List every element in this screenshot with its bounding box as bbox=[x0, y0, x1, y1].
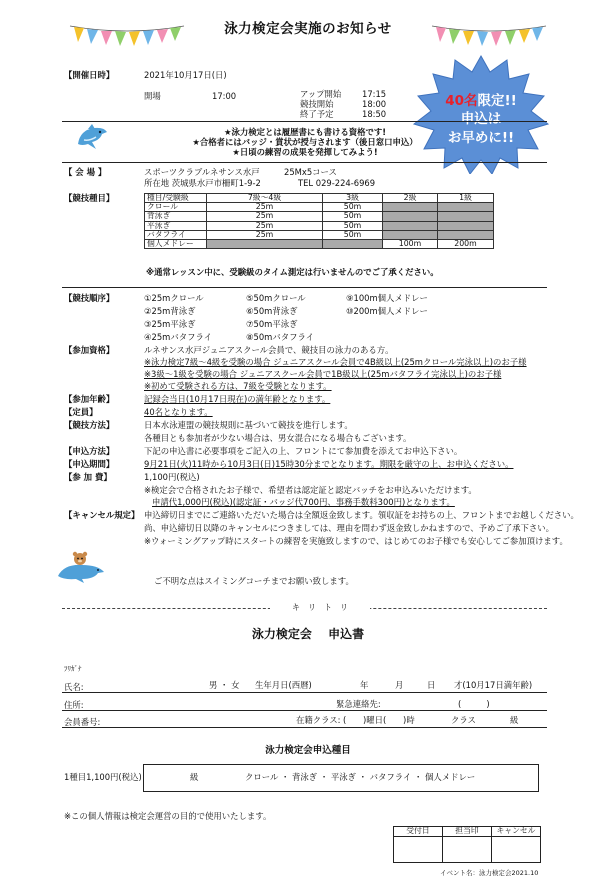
schedule-label: 【開催日時】 bbox=[64, 70, 115, 80]
table-cell: 100m bbox=[383, 239, 438, 248]
table-cell bbox=[438, 212, 494, 221]
form-title: 泳力検定会 申込書 bbox=[251, 627, 365, 641]
schedule-row-label: 終了予定 bbox=[300, 109, 334, 119]
table-cell: 50m bbox=[323, 203, 383, 212]
table-row bbox=[145, 203, 494, 212]
eligibility-line: ※3級～1級を受験の場合 ジュニアスクール会員で1B級以上(25mバタフライ完泳以上)のお子様 bbox=[144, 369, 502, 379]
events-label: 【競技種目】 bbox=[64, 193, 115, 203]
stamp-cell[interactable] bbox=[492, 837, 541, 863]
order-item: ⑩200m個人メドレー bbox=[346, 306, 428, 316]
schedule-row-label: アップ開始 bbox=[300, 89, 342, 99]
eligibility-line: ※泳力検定7級～4級を受験の場合 ジュニアスクール会員で4B級以上(25mクロール完泳以上)のお子様 bbox=[144, 357, 527, 367]
fee-label: 【参 加 費】 bbox=[64, 472, 112, 482]
schedule-row-time: 18:00 bbox=[362, 99, 387, 109]
age-label: 才(10月17日満年齢) bbox=[454, 680, 533, 690]
order-item: ⑨100m個人メドレー bbox=[346, 293, 428, 303]
order-item: ⑤50mクロール bbox=[246, 293, 306, 303]
name-label: 氏名: bbox=[64, 682, 84, 692]
eligibility-label: 【参加資格】 bbox=[64, 345, 115, 355]
name-field-line[interactable] bbox=[62, 692, 547, 693]
table-cell bbox=[323, 239, 383, 248]
birthdate-label: 生年月日(西暦) bbox=[255, 680, 312, 690]
table-header: 受付日 bbox=[394, 827, 443, 837]
application-method-text: 下記の申込書に必要事項をご記入の上、フロントにて参加費を添えてお申込下さい。 bbox=[144, 446, 463, 456]
fee-text: 申請代1,000円(税込)(認定証・バッジ代700円、事務手数料300円)となります。 bbox=[152, 497, 455, 507]
events-note: ※通常レッスン中に、受験級のタイム測定は行いませんのでご了承ください。 bbox=[146, 267, 439, 277]
event-name: 背泳ぎ bbox=[145, 212, 207, 221]
stamp-cell[interactable] bbox=[394, 837, 443, 863]
class-day-time: ( )曜日( )時 bbox=[343, 715, 415, 725]
table-row bbox=[145, 239, 494, 248]
emergency-paren: ( ) bbox=[458, 699, 490, 709]
event-name: 個人メドレー bbox=[145, 239, 207, 248]
fee-text: ※検定会で合格されたお子様で、希望者は認定証と認定バッチをお申込みいただけます。 bbox=[144, 485, 477, 495]
table-cell bbox=[383, 212, 438, 221]
cancel-text: 尚、申込締切日以降のキャンセルにつきましては、理由を問わず返金致しかねますので、予めご了承下さい。 bbox=[144, 523, 555, 533]
events-table bbox=[144, 193, 494, 249]
event-name-footer: イベント名：泳力検定会2021.10 bbox=[440, 869, 539, 877]
venue-tel: TEL 029-224-6969 bbox=[298, 178, 376, 188]
furigana-label: ﾌﾘｶﾞﾅ bbox=[64, 665, 82, 673]
capacity-label: 【定員】 bbox=[64, 407, 98, 417]
stroke-options[interactable]: クロール ・ 背泳ぎ ・ 平泳ぎ ・ バタフライ ・ 個人メドレー bbox=[245, 772, 476, 782]
open-label: 開場 bbox=[144, 91, 161, 101]
contact-note: ご不明な点はスイミングコーチまでお願い致します。 bbox=[154, 576, 354, 586]
event-name: クロール bbox=[145, 203, 207, 212]
member-field-line[interactable] bbox=[62, 727, 547, 728]
divider bbox=[62, 162, 547, 163]
table-row bbox=[145, 230, 494, 239]
age-text: 記録会当日(10月17日現在)の満年齢となります。 bbox=[144, 394, 331, 404]
gender-options[interactable]: 男 ・ 女 bbox=[209, 680, 240, 690]
intro-line: ★日頃の練習の成果を発揮してみよう! bbox=[232, 147, 378, 157]
table-cell bbox=[207, 239, 323, 248]
table-cell: 25m bbox=[207, 221, 323, 230]
event-name: 平泳ぎ bbox=[145, 221, 207, 230]
application-method-label: 【申込方法】 bbox=[64, 446, 115, 456]
table-cell: 25m bbox=[207, 212, 323, 221]
cancel-text: 申込締切日までにご連絡いただいた場合は全額返金致します。領収証をお持ちの上、フロントまでお越しください。 bbox=[144, 510, 579, 520]
schedule-date: 2021年10月17日(日) bbox=[144, 70, 227, 80]
eligibility-line: ルネサンス水戸ジュニアスクール会員で、競技目の泳力のある方。 bbox=[144, 345, 394, 355]
order-item: ③25m平泳ぎ bbox=[144, 319, 196, 329]
emergency-label: 緊急連絡先: bbox=[336, 699, 381, 709]
table-cell: 50m bbox=[323, 230, 383, 239]
intro-line: ★合格者にはバッジ・賞状が授与されます（後日窓口申込） bbox=[192, 137, 418, 147]
order-item: ⑦50m平泳ぎ bbox=[246, 319, 298, 329]
burst-line-2: 申込は bbox=[460, 111, 502, 127]
venue-address: 所在地 茨城県水戸市柵町1-9-2 bbox=[144, 178, 261, 188]
page-title: 泳力検定会実施のお知らせ bbox=[224, 21, 392, 37]
event-name: バタフライ bbox=[145, 230, 207, 239]
table-cell bbox=[383, 203, 438, 212]
address-label: 住所: bbox=[64, 700, 84, 710]
schedule-row-time: 18:50 bbox=[362, 109, 387, 119]
order-item: ⑧50mバタフライ bbox=[246, 332, 314, 342]
address-field-line[interactable] bbox=[62, 710, 547, 711]
fee-text: 1,100円(税込) bbox=[144, 472, 200, 482]
table-cell: 25m bbox=[207, 203, 323, 212]
intro-line: ★泳力検定とは履歴書にも書ける資格です! bbox=[223, 127, 387, 137]
order-label: 【競技順序】 bbox=[64, 293, 115, 303]
table-row bbox=[394, 837, 541, 863]
application-period-text: 9月21日(火)11時から10月3日(日)15時30分までとなります。期限を厳守の上、お申込ください。 bbox=[144, 459, 514, 469]
table-header: キャンセル bbox=[492, 827, 541, 837]
table-cell bbox=[438, 221, 494, 230]
age-label: 【参加年齢】 bbox=[64, 394, 115, 404]
privacy-note: ※この個人情報は検定会運営の目的で使用いたします。 bbox=[64, 811, 272, 821]
grade-field-label: 級 bbox=[190, 772, 199, 782]
day-label: 日 bbox=[427, 680, 436, 690]
order-item: ④25mバタフライ bbox=[144, 332, 212, 342]
selection-fee-label: 1種目1,100円(税込) bbox=[64, 772, 142, 782]
table-cell bbox=[438, 203, 494, 212]
order-item: ①25mクロール bbox=[144, 293, 204, 303]
cancel-text: ※ウォーミングアップ時にスタートの練習を実施致しますので、はじめてのお子様でも安心してご参加頂けます。 bbox=[144, 536, 568, 546]
grade-word: 級 bbox=[510, 715, 519, 725]
table-cell: 25m bbox=[207, 230, 323, 239]
table-header: 種目/受験級 bbox=[145, 194, 207, 203]
year-label: 年 bbox=[360, 680, 369, 690]
table-header: 1級 bbox=[438, 194, 494, 203]
venue-name: スポーツクラブルネサンス水戸 bbox=[144, 167, 260, 177]
table-header: 2級 bbox=[383, 194, 438, 203]
table-row bbox=[394, 827, 541, 837]
method-text: 各種目とも参加者が少ない場合は、男女混合になる場合もございます。 bbox=[144, 433, 412, 443]
capacity-text: 40名となります。 bbox=[144, 407, 213, 417]
table-row bbox=[145, 212, 494, 221]
order-item: ⑥50m背泳ぎ bbox=[246, 306, 298, 316]
venue-label: 【 会 場 】 bbox=[64, 167, 107, 177]
cancel-label: 【キャンセル規定】 bbox=[64, 510, 140, 520]
table-cell: 50m bbox=[323, 221, 383, 230]
method-text: 日本水泳連盟の競技規則に基づいて競技を進行します。 bbox=[144, 420, 353, 430]
table-row bbox=[145, 194, 494, 203]
bear-dolphin-icon bbox=[54, 550, 108, 584]
order-item: ②25m背泳ぎ bbox=[144, 306, 196, 316]
class-word: クラス bbox=[451, 715, 476, 725]
member-number-label: 会員番号: bbox=[64, 717, 101, 727]
application-period-label: 【申込期間】 bbox=[64, 459, 115, 469]
divider bbox=[62, 287, 547, 288]
month-label: 月 bbox=[395, 680, 404, 690]
open-time: 17:00 bbox=[212, 91, 237, 101]
office-stamp-table bbox=[393, 826, 541, 863]
schedule-row-label: 競技開始 bbox=[300, 99, 334, 109]
cut-line-label: キ リ ト リ bbox=[270, 603, 370, 612]
method-label: 【競技方法】 bbox=[64, 420, 115, 430]
table-cell: 50m bbox=[323, 212, 383, 221]
schedule-row-time: 17:15 bbox=[362, 89, 387, 99]
table-header: 3級 bbox=[323, 194, 383, 203]
stamp-cell[interactable] bbox=[443, 837, 492, 863]
table-cell bbox=[383, 221, 438, 230]
selection-title: 泳力検定会申込種目 bbox=[265, 745, 351, 756]
dolphin-icon bbox=[74, 122, 110, 154]
class-label: 在籍クラス: bbox=[296, 715, 341, 725]
venue-course: 25Mx5コース bbox=[284, 167, 337, 177]
table-row bbox=[145, 221, 494, 230]
burst-line-1: 40名限定!! bbox=[445, 93, 517, 109]
divider bbox=[62, 121, 547, 122]
eligibility-line: ※初めて受験される方は、7級を受験となります。 bbox=[144, 381, 332, 391]
burst-line-3: お早めに!! bbox=[447, 130, 515, 146]
table-header: 7級～4級 bbox=[207, 194, 323, 203]
table-header: 担当印 bbox=[443, 827, 492, 837]
table-cell: 200m bbox=[438, 239, 494, 248]
